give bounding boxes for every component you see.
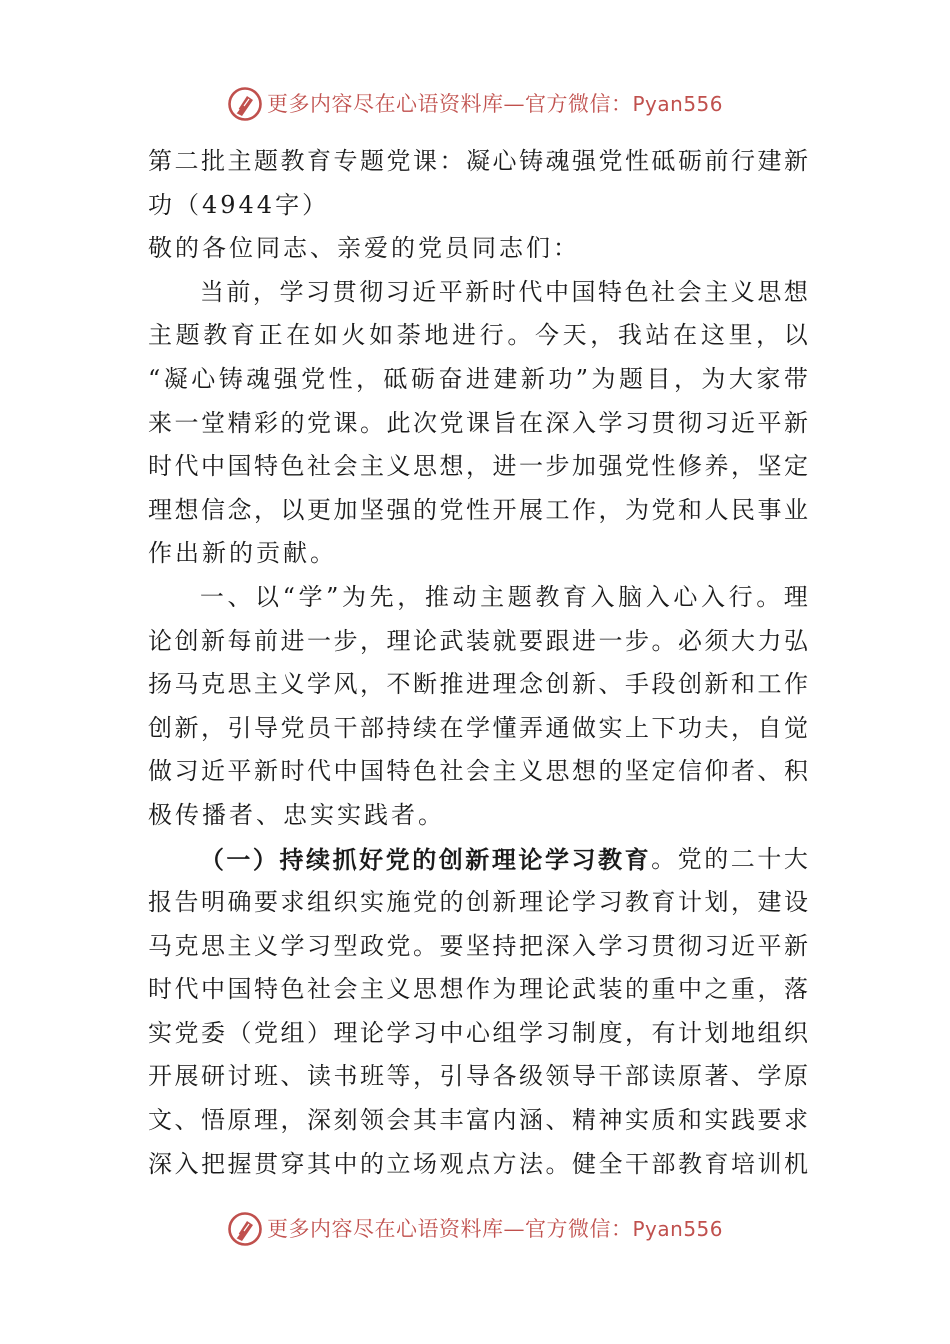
pen-logo-icon xyxy=(227,1211,263,1247)
text-line: （ 一 ） 持 续 抓 好 党 的 创 新 理 论 学 习 教 育 。 党 的 二 十 大 xyxy=(199,844,808,874)
text-line: 时 代 中 国 特 色 社 会 主 义 思 想 作 为 理 论 武 装 的 重 中 之 重 ， 落 xyxy=(148,975,808,1004)
text-line: 敬的各位同志、亲爱的党员同志们： xyxy=(148,234,580,263)
text-line: 第 二 批 主 题 教 育 专 题 党 课 ： 凝 心 铸 魂 强 党 性 砥 砺 前 行 建 新 xyxy=(148,147,808,175)
text-line: 文 、 悟 原 理 ， 深 刻 领 会 其 丰 富 内 涵 、 精 神 实 质 和 实 践 要 求 xyxy=(148,1106,808,1135)
document-body xyxy=(148,140,808,1186)
text-line: 报 告 明 确 要 求 组 织 实 施 党 的 创 新 理 论 学 习 教 育 计 划 ， 建 设 xyxy=(148,888,808,917)
text-line: “ 凝 心 铸 魂 强 党 性 ， 砥 砺 奋 进 建 新 功 ” 为 题 目 ， 为 大 家 带 xyxy=(148,364,808,393)
text-line: 开 展 研 讨 班 、 读 书 班 等 ， 引 导 各 级 领 导 干 部 读 原 著 、 学 原 xyxy=(148,1062,808,1091)
text-line: 做 习 近 平 新 时 代 中 国 特 色 社 会 主 义 思 想 的 坚 定 信 仰 者 、 积 xyxy=(148,757,808,786)
text-line: 当 前 ， 学 习 贯 彻 习 近 平 新 时 代 中 国 特 色 社 会 主 义 思 想 xyxy=(199,277,808,306)
footer-watermark xyxy=(0,1209,950,1249)
watermark-handle: Pyan556 xyxy=(632,1217,723,1241)
watermark-handle: Pyan556 xyxy=(632,92,723,116)
text-line: 功（4944字） xyxy=(148,190,330,219)
text-line: 理 想 信 念 ， 以 更 加 坚 强 的 党 性 开 展 工 作 ， 为 党 和 人 民 事 业 xyxy=(148,495,808,524)
text-line: 论 创 新 每 前 进 一 步 ， 理 论 武 装 就 要 跟 进 一 步 。 必 须 大 力 弘 xyxy=(148,626,808,655)
text-line: 来 一 堂 精 彩 的 党 课 。 此 次 党 课 旨 在 深 入 学 习 贯 彻 习 近 平 新 xyxy=(148,408,808,437)
text-line: 扬 马 克 思 主 义 学 风 ， 不 断 推 进 理 念 创 新 、 手 段 创 新 和 工 作 xyxy=(148,670,808,699)
pen-logo-icon xyxy=(227,86,263,122)
text-line: 作出新的贡献。 xyxy=(148,539,337,568)
text-line: 主 题 教 育 正 在 如 火 如 荼 地 进 行 。 今 天 ， 我 站 在 这 里 ， 以 xyxy=(148,321,808,350)
header-watermark xyxy=(0,84,950,124)
watermark-text: 更多内容尽在心语资料库—官方微信： xyxy=(266,1216,633,1241)
watermark-text: 更多内容尽在心语资料库—官方微信： xyxy=(266,91,633,116)
text-line: 实 党 委 （ 党 组 ） 理 论 学 习 中 心 组 学 习 制 度 ， 有 计 划 地 组 织 xyxy=(148,1018,808,1047)
text-line: 极传播者、忠实实践者。 xyxy=(148,800,445,829)
text-line: 深 入 把 握 贯 穿 其 中 的 立 场 观 点 方 法 。 健 全 干 部 教 育 培 训 机 xyxy=(148,1149,808,1178)
text-line: 马 克 思 主 义 学 习 型 政 党 。 要 坚 持 把 深 入 学 习 贯 彻 习 近 平 新 xyxy=(148,931,808,960)
text-line: 时 代 中 国 特 色 社 会 主 义 思 想 ， 进 一 步 加 强 党 性 修 养 ， 坚 定 xyxy=(148,452,808,481)
text-line: 一 、 以 “ 学 ” 为 先 ， 推 动 主 题 教 育 入 脑 入 心 入 行 。 理 xyxy=(199,582,808,611)
text-line: 创 新 ， 引 导 党 员 干 部 持 续 在 学 懂 弄 通 做 实 上 下 功 夫 ， 自 觉 xyxy=(148,713,808,742)
